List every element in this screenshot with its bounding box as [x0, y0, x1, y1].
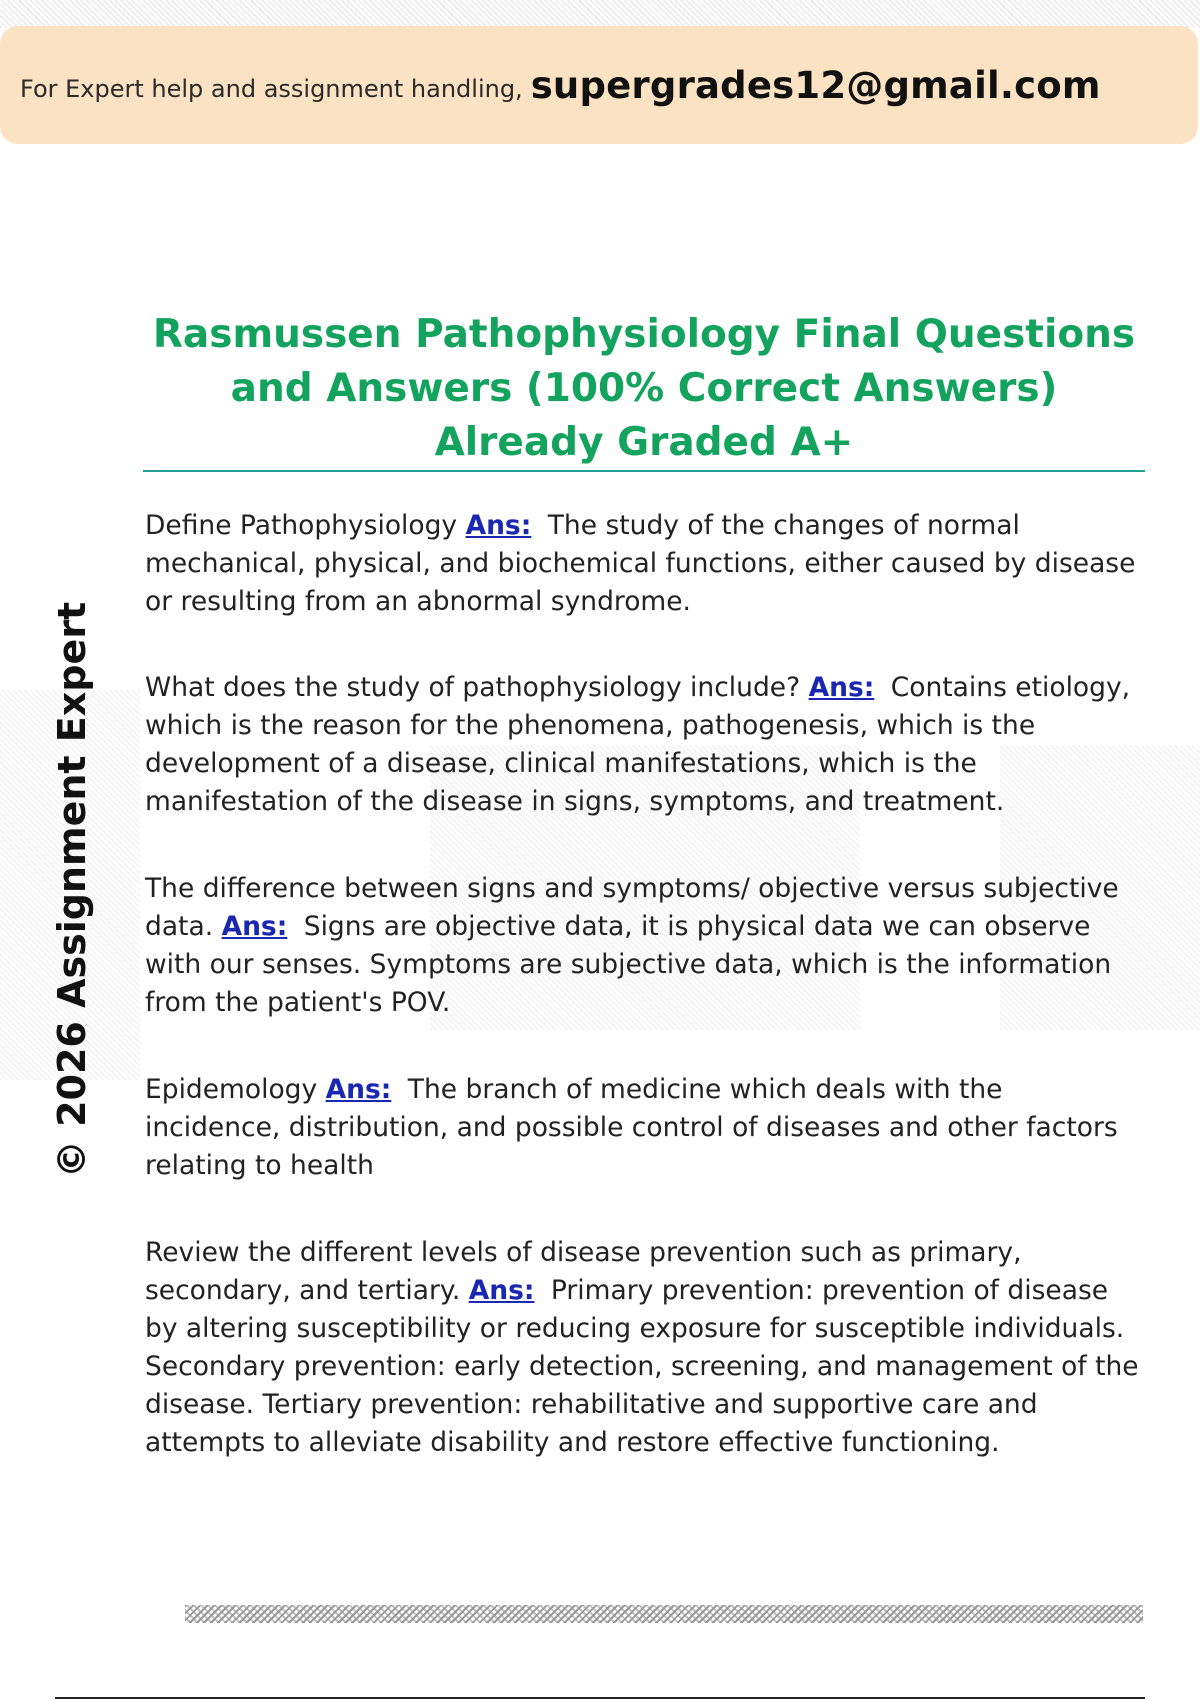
banner-prefix-text: For Expert help and assignment handling,	[20, 75, 523, 103]
question-text: Epidemology	[145, 1074, 318, 1105]
ans-label: Ans:	[468, 1275, 535, 1306]
answer-text: Contains etiology, which is the reason for the phenomena, pathogenesis, which is the development of a disease, clinical manifestations, which is the manifestation of the disease in signs, symptoms, and treatment.	[145, 672, 1131, 817]
title-underline	[143, 470, 1145, 472]
page-bottom-rule	[55, 1697, 1145, 1699]
answer-text: The study of the changes of normal mechanical, physical, and biochemical functions, either caused by disease or resulting from an abnormal syndrome.	[145, 510, 1136, 617]
ans-label: Ans:	[221, 911, 288, 942]
qa-item-2	[145, 669, 1140, 821]
qa-item-4	[145, 1071, 1140, 1185]
footer-zigzag-divider	[185, 1605, 1143, 1623]
answer-text: Signs are objective data, it is physical data we can observe with our senses. Symptoms are subjective data, which is the information from the patient's POV.	[145, 911, 1112, 1018]
contact-banner	[0, 26, 1198, 144]
qa-item-1	[145, 507, 1140, 621]
ans-label: Ans:	[325, 1074, 392, 1105]
top-hatch-pattern	[0, 0, 1200, 28]
question-text: Define Pathophysiology	[145, 510, 458, 541]
question-text: The difference between signs and symptoms/ objective versus subjective data.	[145, 873, 1119, 942]
document-title: Rasmussen Pathophysiology Final Questions and Answers (100% Correct Answers) Already Graded A+	[152, 312, 1136, 465]
banner-email: supergrades12@gmail.com	[530, 63, 1101, 107]
qa-item-3	[145, 870, 1140, 1022]
copyright-watermark: © 2026 Assignment Expert	[50, 601, 94, 1179]
ans-label: Ans:	[808, 672, 875, 703]
ans-label: Ans:	[465, 510, 532, 541]
question-text: Review the different levels of disease prevention such as primary, secondary, and tertiary.	[145, 1237, 1022, 1306]
qa-item-5	[145, 1234, 1140, 1462]
answer-text: The branch of medicine which deals with the incidence, distribution, and possible control of diseases and other factors relating to health	[145, 1074, 1118, 1181]
answer-text: Primary prevention: prevention of disease by altering susceptibility or reducing exposure for susceptible individuals. Secondary prevention: early detection, screening, and management of the disease. Tertiary prevention: rehabilitative and supportive care and attempts to alleviate disability and restore effective functioning.	[145, 1275, 1139, 1458]
question-text: What does the study of pathophysiology include?	[145, 672, 801, 703]
